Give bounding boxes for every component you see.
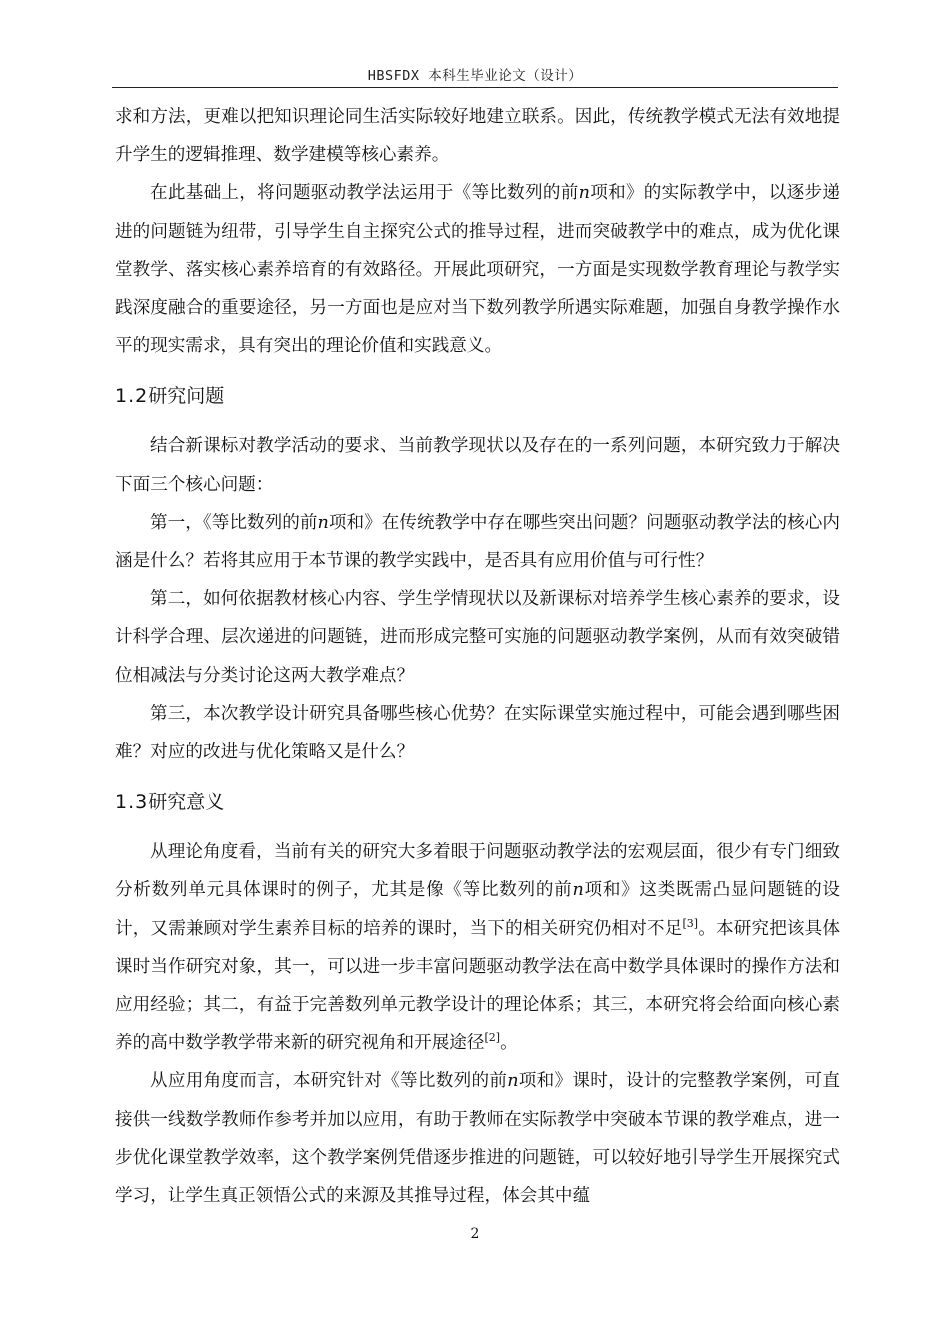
- text-run: 项和》的实际教学中，以逐步递进的问题链为纽带，引导学生自主探究公式的推导过程，进而突破教学中的难点，成为优化课堂教学、落实核心素养培育的有效路径。开展此项研究，一方面是实现数学教育理论与教学实践深度融合的重要途径，另一方面也是应对当下数列教学所遇实际难题，加强自身教学操作水平的现实需求，具有突出的理论价值和实践意义。: [115, 183, 840, 357]
- text-run: 。: [500, 1033, 518, 1054]
- page-number: 2: [470, 1226, 480, 1242]
- paragraph-theoretical-significance: [115, 833, 840, 1062]
- section-number: 1.2: [115, 385, 149, 408]
- text-run: 项和》在传统教学中存在哪些突出问题？问题驱动教学法的核心内涵是什么？若将其应用于本节课的教学实践中，是否具有应用价值与可行性？: [115, 512, 840, 572]
- text-run: 。本研究把该具体课时当作研究对象，其一，可以进一步丰富问题驱动教学法在高中数学具体课时的操作方法和应用经验；其二，有益于完善数列单元教学设计的理论体系；其三，本研究将会给面向核心素养的高中数学教学带来新的研究视角和开展途径: [115, 918, 840, 1054]
- paragraph-question-1: [115, 504, 840, 580]
- math-variable-n: n: [578, 183, 590, 204]
- text-run: 项和》课时，设计的完整教学案例，可直接供一线数学教师作参考并加以应用，有助于教师在实际教学中突破本节课的教学难点，进一步优化课堂教学效率，这个教学案例凭借逐步推进的问题链，可以较好地引导学生开展探究式学习，让学生真正领悟公式的来源及其推导过程，体会其中蕴: [115, 1071, 840, 1207]
- paragraph-question-2: 第二，如何依据教材核心内容、学生学情现状以及新课标对培养学生核心素养的要求，设计科学合理、层次递进的问题链，进而形成完整可实施的问题驱动教学案例，从而有效突破错位相减法与分类讨论这两大教学难点？: [115, 589, 840, 686]
- text-run: 从应用角度而言，本研究针对《等比数列的前: [150, 1071, 508, 1092]
- paragraph-question-3: 第三，本次教学设计研究具备哪些核心优势？在实际课堂实施过程中，可能会遇到哪些困难？对应的改进与优化策略又是什么？: [115, 703, 840, 763]
- paragraph-research-intro: 结合新课标对教学活动的要求、当前教学现状以及存在的一系列问题，本研究致力于解决下面三个核心问题：: [115, 436, 840, 495]
- page-body: [115, 98, 840, 1215]
- section-heading-1-2: [115, 379, 840, 413]
- text-run: 在此基础上，将问题驱动教学法运用于《等比数列的前: [150, 183, 579, 204]
- section-heading-1-3: [115, 785, 840, 819]
- citation-ref[interactable]: [3]: [682, 916, 699, 930]
- text-run: 从理论角度看，当前有关的研究大多着眼于问题驱动教学法的宏观层面，很少有专门细致分析数列单元具体课时的例子，尤其是像《等比数列的前: [115, 842, 840, 901]
- paragraph-background: [115, 174, 840, 365]
- section-number: 1.3: [115, 791, 149, 814]
- header-rule: [112, 87, 838, 88]
- section-title: 研究意义: [148, 791, 225, 814]
- math-variable-n: n: [572, 880, 584, 901]
- paragraph-continuation: 求和方法，更难以把知识理论同生活实际较好地建立联系。因此，传统教学模式无法有效地提升学生的逻辑推理、数学建模等核心素养。: [115, 107, 840, 166]
- math-variable-n: n: [507, 1071, 519, 1092]
- text-run: 第一，《等比数列的前: [150, 512, 318, 533]
- text-run: 项和》这类既需凸显问题链的设计，又需兼顾对学生素养目标的培养的课时，当下的相关研究仍相对不足: [115, 880, 840, 939]
- running-header: HBSFDX 本科生毕业论文（设计）: [367, 68, 583, 84]
- paragraph-practical-significance: [115, 1062, 840, 1215]
- section-title: 研究问题: [148, 385, 225, 408]
- citation-ref[interactable]: [2]: [484, 1031, 501, 1045]
- math-variable-n: n: [317, 512, 329, 533]
